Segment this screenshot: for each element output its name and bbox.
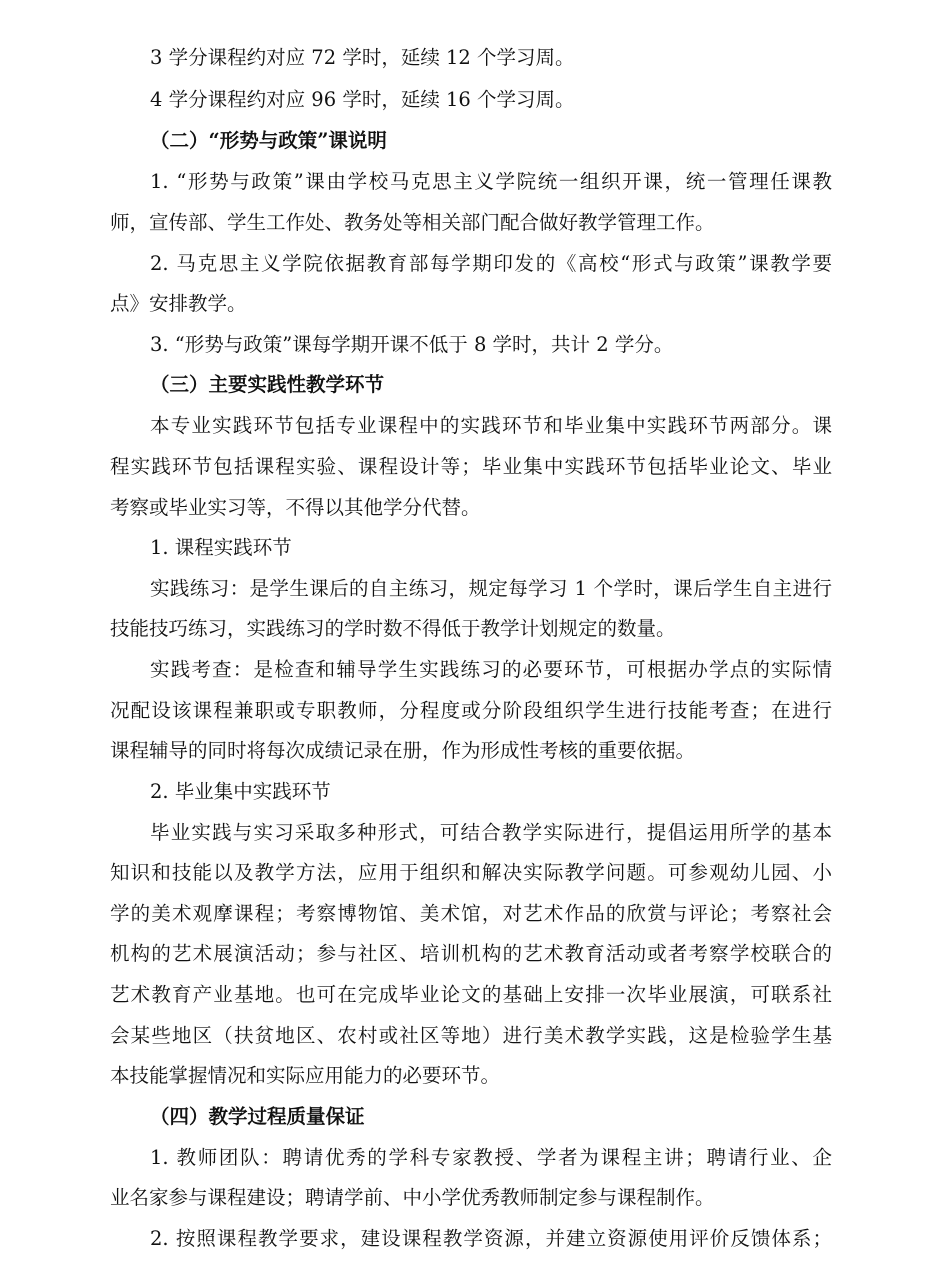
text-line: 1. 教师团队：聘请优秀的学科专家教授、学者为课程主讲；聘请行业、企 — [150, 1146, 832, 1169]
text-line: 2. 按照课程教学要求，建设课程教学资源，并建立资源使用评价反馈体系； — [150, 1227, 832, 1250]
text-line: 业名家参与课程建设；聘请学前、中小学优秀教师制定参与课程制作。 — [110, 1186, 715, 1209]
text-line: 艺术教育产业基地。也可在完成毕业论文的基础上安排一次毕业展演，可联系社 — [110, 983, 832, 1006]
text-line: 知识和技能以及教学方法，应用于组织和解决实际教学问题。可参观幼儿园、小 — [110, 861, 832, 884]
section-heading: （三）主要实践性教学环节 — [150, 373, 385, 396]
text-line: 本技能掌握情况和实际应用能力的必要环节。 — [110, 1064, 501, 1087]
text-line: 会某些地区（扶贫地区、农村或社区等地）进行美术教学实践，这是检验学生基 — [110, 1024, 832, 1047]
text-line: 实践考查：是检查和辅导学生实践练习的必要环节，可根据办学点的实际情 — [150, 658, 832, 681]
text-line: 技能技巧练习，实践练习的学时数不得低于教学计划规定的数量。 — [110, 617, 676, 640]
text-line: 师，宣传部、学生工作处、教务处等相关部门配合做好教学管理工作。 — [110, 211, 715, 234]
text-line: 课程辅导的同时将每次成绩记录在册，作为形成性考核的重要依据。 — [110, 739, 696, 762]
text-line: 3. “形势与政策”课每学期开课不低于 8 学时，共计 2 学分。 — [150, 333, 674, 356]
text-line: 程实践环节包括课程实验、课程设计等；毕业集中实践环节包括毕业论文、毕业 — [110, 455, 832, 478]
text-line: 4 学分课程约对应 96 学时，延续 16 个学习周。 — [150, 88, 575, 111]
text-line: 机构的艺术展演活动；参与社区、培训机构的艺术教育活动或者考察学校联合的 — [110, 942, 832, 965]
text-line: 考察或毕业实习等，不得以其他学分代替。 — [110, 496, 481, 519]
text-line: 毕业实践与实习采取多种形式，可结合教学实际进行，提倡运用所学的基本 — [150, 821, 832, 844]
subsection-heading: 2. 毕业集中实践环节 — [150, 780, 331, 803]
text-line: 2. 马克思主义学院依据教育部每学期印发的《高校“形式与政策”课教学要 — [150, 252, 832, 275]
text-line: 点》安排教学。 — [110, 292, 247, 315]
section-heading: （二）“形势与政策”课说明 — [150, 129, 387, 152]
text-line: 实践练习：是学生课后的自主练习，规定每学习 1 个学时，课后学生自主进行 — [150, 577, 832, 600]
section-heading: （四）教学过程质量保证 — [150, 1105, 365, 1128]
subsection-heading: 1. 课程实践环节 — [150, 536, 292, 559]
text-line: 本专业实践环节包括专业课程中的实践环节和毕业集中实践环节两部分。课 — [150, 414, 832, 437]
text-line: 3 学分课程约对应 72 学时，延续 12 个学习周。 — [150, 46, 575, 69]
text-line: 况配设该课程兼职或专职教师，分程度或分阶段组织学生进行技能考查；在进行 — [110, 699, 832, 722]
text-line: 1. “形势与政策”课由学校马克思主义学院统一组织开课，统一管理任课教 — [150, 170, 832, 193]
text-line: 学的美术观摩课程；考察博物馆、美术馆，对艺术作品的欣赏与评论；考察社会 — [110, 902, 832, 925]
